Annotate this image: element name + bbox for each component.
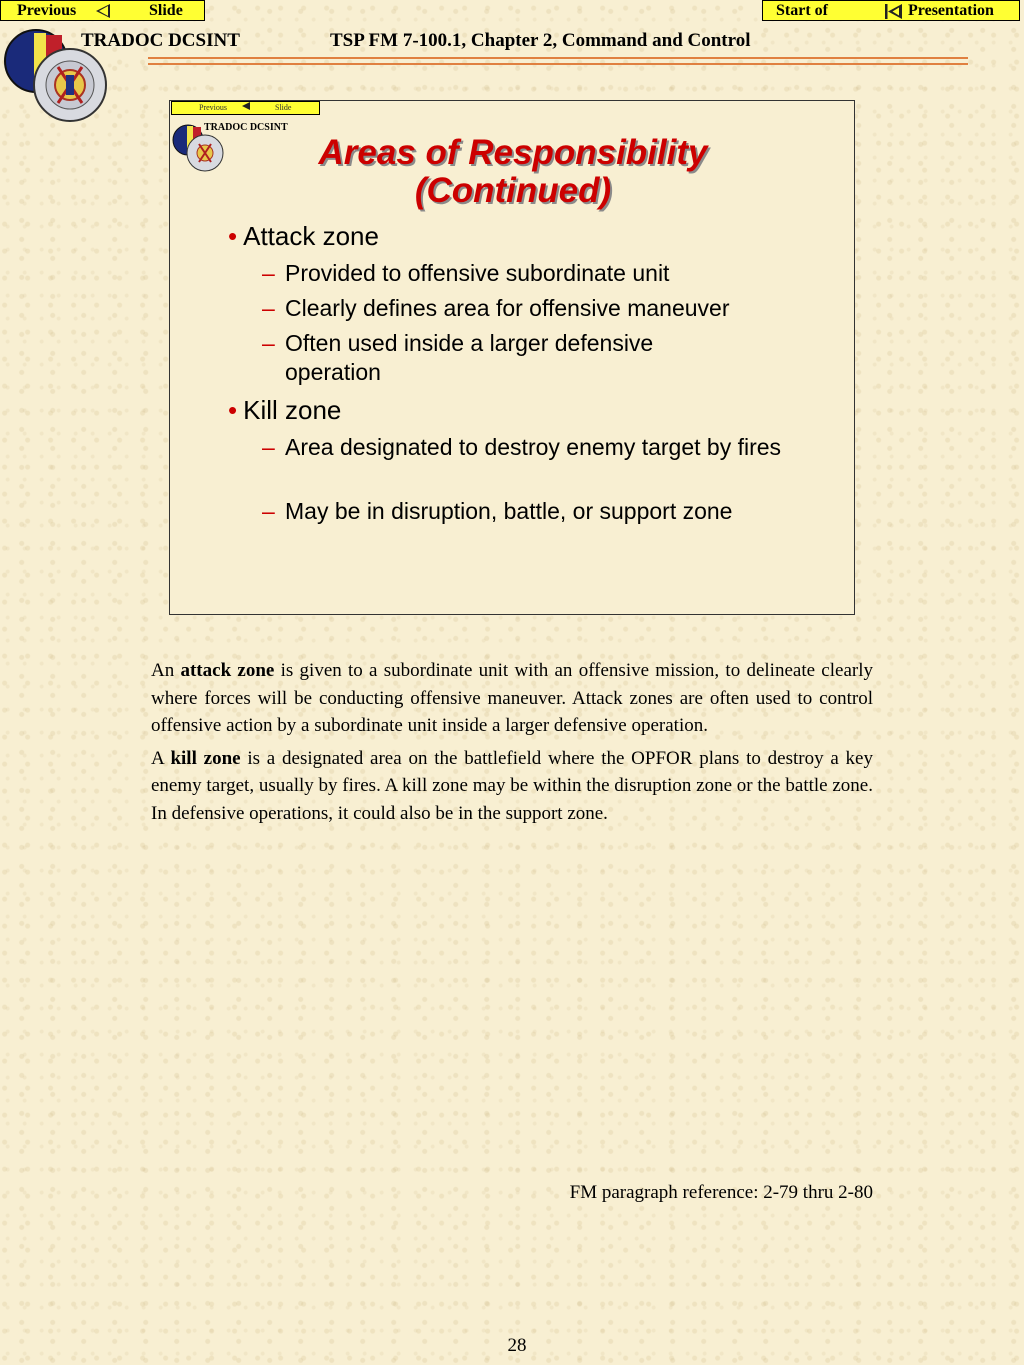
sub-bullet-item xyxy=(262,259,822,288)
sub-bullet-item xyxy=(262,497,822,526)
bullet-text: Kill zone xyxy=(243,395,342,425)
start-of-presentation-button[interactable] xyxy=(762,0,1020,21)
notes-term: attack zone xyxy=(180,660,275,681)
slide-org: TRADOC DCSINT xyxy=(204,122,288,133)
notes-body xyxy=(151,657,873,832)
previous-slide-button[interactable] xyxy=(0,0,205,21)
notes-text: is given to a subordinate unit with an offensive mission, to delineate clearly where forces will be conducting offensive maneuver. Attack zones are often used to control offensive action by a subordinate unit inside a larger defensive operation. xyxy=(151,660,873,736)
slide-thumbnail xyxy=(169,100,855,615)
sub-bullet-item xyxy=(262,329,732,387)
previous-label: Previous xyxy=(17,2,77,19)
header-rule xyxy=(148,57,968,59)
sub-bullet-text: Clearly defines area for offensive maneuver xyxy=(285,295,730,321)
notes-text: A xyxy=(151,747,171,769)
start-of-label: Start of xyxy=(776,2,828,19)
sub-bullet-item xyxy=(262,433,812,462)
dash-icon: – xyxy=(262,295,275,321)
bullet-item xyxy=(228,221,379,251)
notes-text: is a designated area on the battlefield where the OPFOR plans to destroy a key enemy target, usually by fires. A kill zone may be within the disruption zone or the battle zone. In defensive operations, it could also be in the support zone. xyxy=(151,747,873,824)
slide-title: Areas of Responsibility xyxy=(318,133,708,172)
dash-icon: – xyxy=(262,498,275,524)
dash-icon: – xyxy=(262,330,275,356)
sub-bullet-item xyxy=(262,294,822,323)
header-org: TRADOC DCSINT xyxy=(81,30,240,51)
mini-slide-label: Slide xyxy=(275,103,292,112)
page-number: 28 xyxy=(507,1335,527,1356)
bullet-dot-icon: • xyxy=(228,221,238,251)
sub-bullet-text: Area designated to destroy enemy target by fires xyxy=(285,434,782,460)
presentation-label: Presentation xyxy=(908,2,994,19)
header-rule xyxy=(148,63,968,65)
notes-paragraph xyxy=(151,657,873,740)
sub-bullet-text: May be in disruption, battle, or support zone xyxy=(285,498,733,524)
slide-title-continued: (Continued) xyxy=(414,171,612,210)
arrow-left-icon xyxy=(96,4,110,18)
mini-previous-label: Previous xyxy=(199,103,227,112)
bullet-dot-icon: • xyxy=(228,395,238,425)
dash-icon: – xyxy=(262,434,275,460)
fm-reference: FM paragraph reference: 2-79 thru 2-80 xyxy=(569,1182,873,1203)
header-title: TSP FM 7-100.1, Chapter 2, Command and Control xyxy=(330,30,751,51)
notes-text: An xyxy=(151,660,181,681)
arrow-left-icon xyxy=(242,102,250,110)
first-slide-icon xyxy=(885,4,903,19)
bullet-item xyxy=(228,395,341,425)
mini-nav-bar xyxy=(171,101,320,115)
notes-term: kill zone xyxy=(170,747,241,769)
dash-icon: – xyxy=(262,260,275,286)
bullet-text: Attack zone xyxy=(243,221,379,251)
notes-paragraph xyxy=(151,745,873,828)
slide-label: Slide xyxy=(149,2,183,19)
sub-bullet-text: Often used inside a larger defensive operation xyxy=(285,330,654,385)
sub-bullet-text: Provided to offensive subordinate unit xyxy=(285,260,670,286)
